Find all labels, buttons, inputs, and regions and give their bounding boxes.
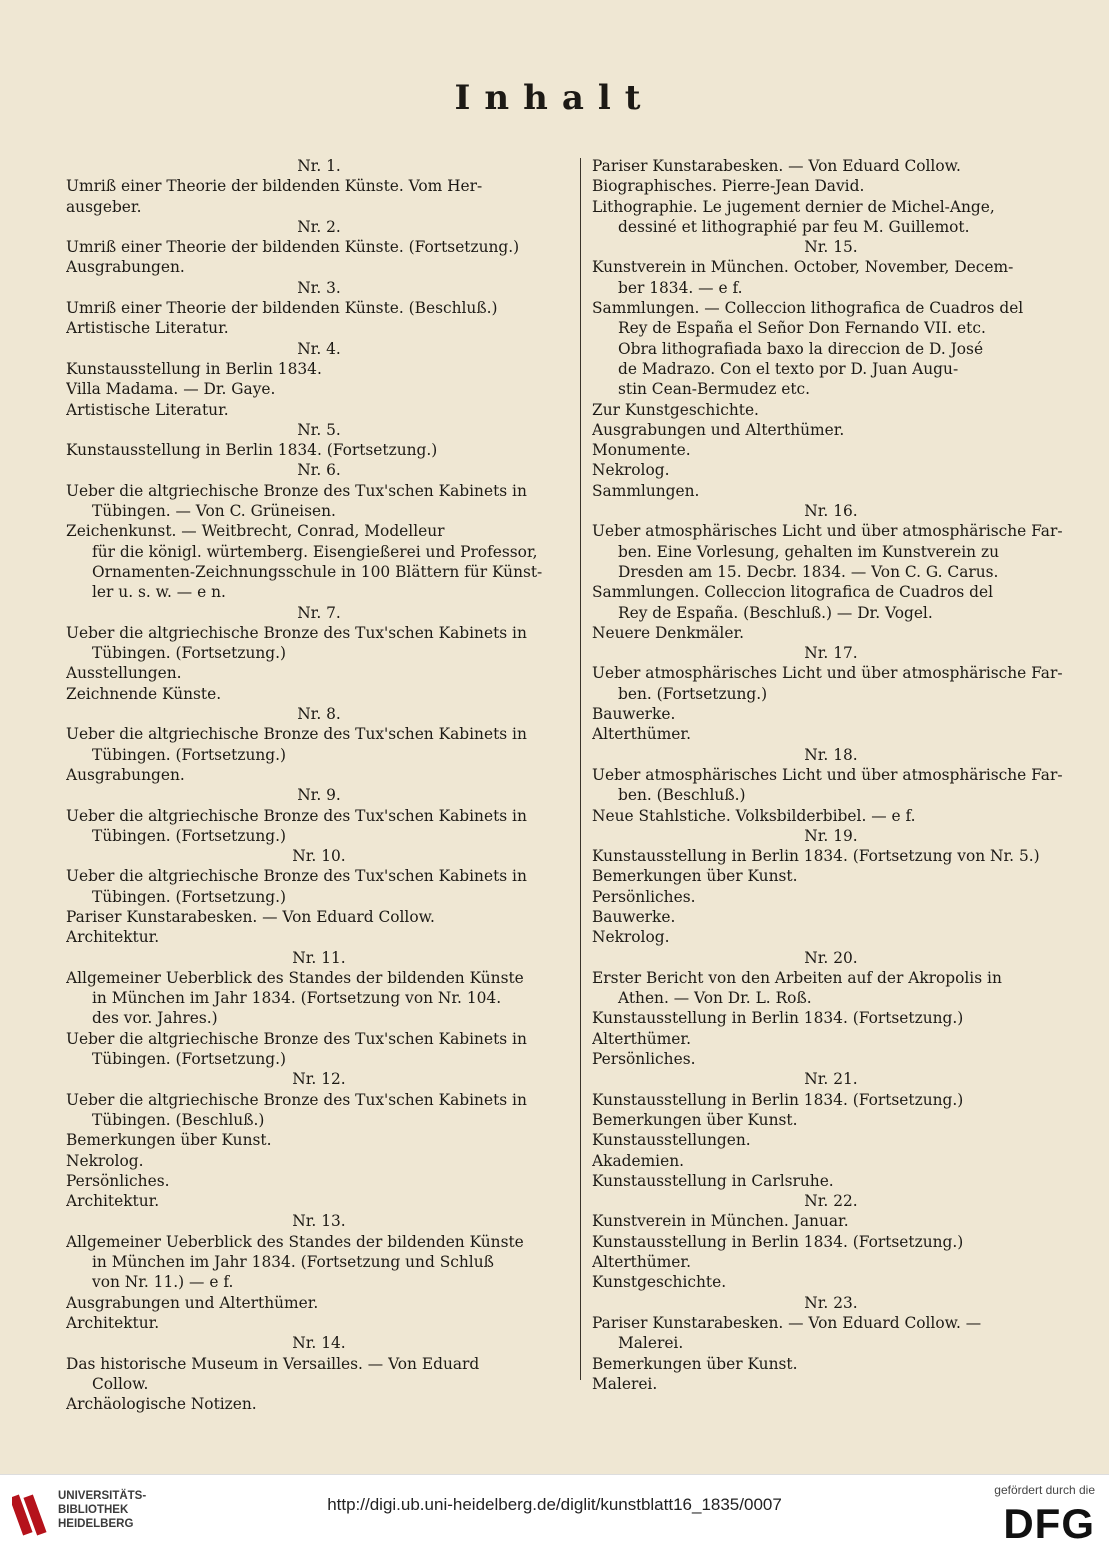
issue-number-heading: Nr. 2. bbox=[297, 217, 341, 236]
toc-entry-line: Ueber die altgriechische Bronze des Tux'schen Kabinets in bbox=[66, 1029, 527, 1048]
toc-entry-line: Alterthümer. bbox=[592, 725, 691, 744]
toc-entry-line: Umriß einer Theorie der bildenden Künste. Vom Her- bbox=[66, 177, 483, 196]
toc-entry-line: in München im Jahr 1834. (Fortsetzung und Schluß bbox=[92, 1253, 494, 1272]
issue-number-heading: Nr. 11. bbox=[292, 948, 346, 967]
toc-entry-line: Tübingen. (Fortsetzung.) bbox=[92, 826, 287, 845]
toc-entry-line: Nekrolog. bbox=[592, 928, 670, 947]
toc-entry-line: Villa Madama. — Dr. Gaye. bbox=[66, 380, 276, 399]
library-name-line: BIBLIOTHEK bbox=[58, 1504, 129, 1516]
toc-entry-line: Ueber atmosphärisches Licht und über atmosphärische Far- bbox=[592, 522, 1063, 541]
toc-entry-line: Zeichenkunst. — Weitbrecht, Conrad, Modelleur bbox=[66, 522, 445, 541]
toc-entry-line: ben. (Beschluß.) bbox=[618, 786, 746, 805]
issue-number-heading: Nr. 1. bbox=[297, 157, 341, 175]
issue-number-heading: Nr. 15. bbox=[804, 238, 858, 257]
toc-entry-line: Ueber die altgriechische Bronze des Tux'schen Kabinets in bbox=[66, 481, 527, 500]
page-title: Inhalt bbox=[454, 78, 655, 118]
toc-entry-line: Bauwerke. bbox=[592, 705, 676, 724]
issue-number-heading: Nr. 13. bbox=[292, 1212, 346, 1231]
toc-entry-line: Malerei. bbox=[592, 1374, 658, 1393]
funded-by-label: gefördert durch die bbox=[994, 1483, 1095, 1497]
toc-entry-line: de Madrazo. Con el texto por D. Juan Augu- bbox=[618, 359, 959, 378]
toc-entry-line: Ausgrabungen und Alterthümer. bbox=[592, 420, 845, 439]
toc-entry-line: ler u. s. w. — e n. bbox=[92, 583, 226, 602]
toc-entry-line: Artistische Literatur. bbox=[66, 400, 229, 419]
toc-entry-line: Bemerkungen über Kunst. bbox=[592, 1354, 798, 1373]
toc-entry-line: Ueber die altgriechische Bronze des Tux'schen Kabinets in bbox=[66, 806, 527, 825]
toc-entry-line: ben. Eine Vorlesung, gehalten im Kunstverein zu bbox=[618, 542, 999, 561]
toc-entry-line: Persönliches. bbox=[66, 1171, 170, 1190]
toc-entry-line: Bauwerke. bbox=[592, 907, 676, 926]
toc-entry-line: Athen. — Von Dr. L. Roß. bbox=[618, 989, 812, 1008]
toc-entry-line: Sammlungen. — Colleccion lithografica de Cuadros del bbox=[592, 299, 1024, 318]
toc-entry-line: Tübingen. (Fortsetzung.) bbox=[92, 1050, 287, 1069]
toc-entry-line: Rey de España el Señor Don Fernando VII. etc. bbox=[618, 319, 986, 338]
toc-entry-line: Bemerkungen über Kunst. bbox=[592, 867, 798, 886]
toc-entry-line: ben. (Fortsetzung.) bbox=[618, 684, 768, 703]
toc-entry-line: Lithographie. Le jugement dernier de Michel-Ange, bbox=[592, 197, 995, 216]
toc-entry-line: Akademien. bbox=[592, 1151, 685, 1170]
toc-entry-line: ausgeber. bbox=[66, 197, 142, 216]
toc-entry-line: Ueber die altgriechische Bronze des Tux'schen Kabinets in bbox=[66, 1090, 527, 1109]
toc-entry-line: Artistische Literatur. bbox=[66, 319, 229, 338]
toc-entry-line: Architektur. bbox=[66, 928, 160, 947]
issue-number-heading: Nr. 16. bbox=[804, 502, 858, 521]
toc-entry-line: Dresden am 15. Decbr. 1834. — Von C. G. Carus. bbox=[618, 562, 999, 581]
issue-number-heading: Nr. 12. bbox=[292, 1070, 346, 1089]
toc-entry-line: Neuere Denkmäler. bbox=[592, 623, 744, 642]
toc-left-column bbox=[66, 156, 572, 1414]
toc-entry-line: Ueber die altgriechische Bronze des Tux'schen Kabinets in bbox=[66, 725, 527, 744]
toc-entry-line: Umriß einer Theorie der bildenden Künste. (Beschluß.) bbox=[66, 299, 498, 318]
toc-entry-line: Bemerkungen über Kunst. bbox=[592, 1110, 798, 1129]
toc-entry-line: ber 1834. — e f. bbox=[618, 278, 743, 297]
toc-entry-line: Ornamenten-Zeichnungsschule in 100 Blättern für Künst- bbox=[92, 562, 543, 581]
toc-entry-line: Sammlungen. Colleccion litografica de Cuadros del bbox=[592, 583, 994, 602]
issue-number-heading: Nr. 14. bbox=[292, 1334, 346, 1353]
issue-number-heading: Nr. 9. bbox=[297, 786, 341, 805]
issue-number-heading: Nr. 20. bbox=[804, 948, 858, 967]
toc-entry-line: Ausstellungen. bbox=[66, 664, 182, 683]
issue-number-heading: Nr. 17. bbox=[804, 644, 858, 663]
toc-right-column bbox=[592, 156, 1070, 1394]
toc-entry-line: Kunstausstellung in Berlin 1834. (Fortsetzung.) bbox=[592, 1009, 964, 1028]
toc-entry-line: Kunstausstellung in Berlin 1834. (Fortsetzung von Nr. 5.) bbox=[592, 847, 1040, 866]
issue-number-heading: Nr. 8. bbox=[297, 705, 341, 724]
toc-entry-line: Pariser Kunstarabesken. — Von Eduard Collow. bbox=[592, 157, 961, 175]
toc-entry-line: Tübingen. — Von C. Grüneisen. bbox=[92, 502, 336, 521]
toc-entry-line: Alterthümer. bbox=[592, 1029, 691, 1048]
toc-entry-line: Ausgrabungen und Alterthümer. bbox=[66, 1293, 319, 1312]
toc-entry-line: Das historische Museum in Versailles. — Von Eduard bbox=[66, 1354, 480, 1373]
toc-entry-line: Kunstausstellung in Berlin 1834. bbox=[66, 359, 322, 378]
toc-entry-line: Bemerkungen über Kunst. bbox=[66, 1131, 272, 1150]
toc-entry-line: Zeichnende Künste. bbox=[66, 684, 222, 703]
column-divider bbox=[580, 158, 581, 1380]
toc-entry-line: Biographisches. Pierre-Jean David. bbox=[592, 177, 865, 196]
toc-entry-line: für die königl. würtemberg. Eisengießerei und Professor, bbox=[92, 542, 538, 561]
issue-number-heading: Nr. 22. bbox=[804, 1192, 858, 1211]
dfg-logo: DFG bbox=[1003, 1500, 1095, 1547]
toc-entry-line: Umriß einer Theorie der bildenden Künste. (Fortsetzung.) bbox=[66, 238, 520, 257]
toc-entry-line: Tübingen. (Fortsetzung.) bbox=[92, 745, 287, 764]
toc-entry-line: Ueber atmosphärisches Licht und über atmosphärische Far- bbox=[592, 664, 1063, 683]
toc-entry-line: Persönliches. bbox=[592, 887, 696, 906]
toc-entry-line: Persönliches. bbox=[592, 1050, 696, 1069]
issue-number-heading: Nr. 18. bbox=[804, 745, 858, 764]
toc-entry-line: Sammlungen. bbox=[592, 481, 700, 500]
toc-entry-line: Neue Stahlstiche. Volksbilderbibel. — e f. bbox=[592, 806, 916, 825]
toc-entry-line: Ueber die altgriechische Bronze des Tux'schen Kabinets in bbox=[66, 623, 527, 642]
toc-entry-line: Collow. bbox=[92, 1374, 149, 1393]
issue-number-heading: Nr. 6. bbox=[297, 461, 341, 480]
toc-entry-line: Kunstausstellung in Berlin 1834. (Fortsetzung.) bbox=[66, 441, 438, 460]
toc-entry-line: Malerei. bbox=[618, 1334, 684, 1353]
toc-entry-line: Rey de España. (Beschluß.) — Dr. Vogel. bbox=[618, 603, 933, 622]
toc-entry-line: Archäologische Notizen. bbox=[66, 1395, 257, 1414]
issue-number-heading: Nr. 7. bbox=[297, 603, 341, 622]
issue-number-heading: Nr. 21. bbox=[804, 1070, 858, 1089]
toc-entry-line: Monumente. bbox=[592, 441, 691, 460]
toc-entry-line: Kunstausstellung in Carlsruhe. bbox=[592, 1171, 834, 1190]
toc-entry-line: von Nr. 11.) — e f. bbox=[92, 1273, 234, 1292]
issue-number-heading: Nr. 3. bbox=[297, 278, 341, 297]
toc-entry-line: Architektur. bbox=[66, 1313, 160, 1332]
toc-entry-line: Ausgrabungen. bbox=[66, 258, 185, 277]
page-url-link[interactable]: http://digi.ub.uni-heidelberg.de/diglit/kunstblatt16_1835/0007 bbox=[327, 1495, 782, 1514]
toc-entry-line: Allgemeiner Ueberblick des Standes der bildenden Künste bbox=[66, 1232, 524, 1251]
toc-entry-line: des vor. Jahres.) bbox=[92, 1009, 218, 1028]
toc-entry-line: Ausgrabungen. bbox=[66, 765, 185, 784]
toc-entry-line: Pariser Kunstarabesken. — Von Eduard Collow. bbox=[66, 907, 435, 926]
toc-entry-line: Kunstausstellungen. bbox=[592, 1131, 751, 1150]
toc-entry-line: Ueber atmosphärisches Licht und über atmosphärische Far- bbox=[592, 765, 1063, 784]
toc-entry-line: in München im Jahr 1834. (Fortsetzung von Nr. 104. bbox=[92, 989, 502, 1008]
toc-entry-line: Kunstausstellung in Berlin 1834. (Fortsetzung.) bbox=[592, 1232, 964, 1251]
toc-entry-line: Erster Bericht von den Arbeiten auf der Akropolis in bbox=[592, 968, 1002, 987]
toc-entry-line: Nekrolog. bbox=[592, 461, 670, 480]
viewer-footer bbox=[0, 1474, 1109, 1557]
toc-entry-line: Alterthümer. bbox=[592, 1253, 691, 1272]
toc-entry-line: Zur Kunstgeschichte. bbox=[592, 400, 759, 419]
toc-entry-line: Ueber die altgriechische Bronze des Tux'schen Kabinets in bbox=[66, 867, 527, 886]
issue-number-heading: Nr. 19. bbox=[804, 826, 858, 845]
toc-entry-line: Nekrolog. bbox=[66, 1151, 144, 1170]
toc-entry-line: dessiné et lithographié par feu M. Guillemot. bbox=[618, 217, 970, 236]
toc-entry-line: Obra lithografiada baxo la direccion de D. José bbox=[618, 339, 984, 358]
toc-entry-line: stin Cean-Bermudez etc. bbox=[618, 380, 811, 399]
toc-entry-line: Pariser Kunstarabesken. — Von Eduard Collow. — bbox=[592, 1313, 982, 1332]
library-name-line: UNIVERSITÄTS- bbox=[58, 1490, 147, 1502]
toc-entry-line: Architektur. bbox=[66, 1192, 160, 1211]
toc-entry-line: Kunstverein in München. Januar. bbox=[592, 1212, 849, 1231]
issue-number-heading: Nr. 5. bbox=[297, 420, 341, 439]
issue-number-heading: Nr. 4. bbox=[297, 339, 341, 358]
issue-number-heading: Nr. 23. bbox=[804, 1293, 858, 1312]
toc-entry-line: Kunstausstellung in Berlin 1834. (Fortsetzung.) bbox=[592, 1090, 964, 1109]
toc-entry-line: Tübingen. (Fortsetzung.) bbox=[92, 887, 287, 906]
toc-entry-line: Allgemeiner Ueberblick des Standes der bildenden Künste bbox=[66, 968, 524, 987]
issue-number-heading: Nr. 10. bbox=[292, 847, 346, 866]
library-name-line: HEIDELBERG bbox=[58, 1518, 134, 1530]
toc-entry-line: Kunstverein in München. October, November, Decem- bbox=[592, 258, 1014, 277]
toc-entry-line: Tübingen. (Fortsetzung.) bbox=[92, 644, 287, 663]
toc-entry-line: Tübingen. (Beschluß.) bbox=[92, 1110, 265, 1129]
toc-entry-line: Kunstgeschichte. bbox=[592, 1273, 727, 1292]
